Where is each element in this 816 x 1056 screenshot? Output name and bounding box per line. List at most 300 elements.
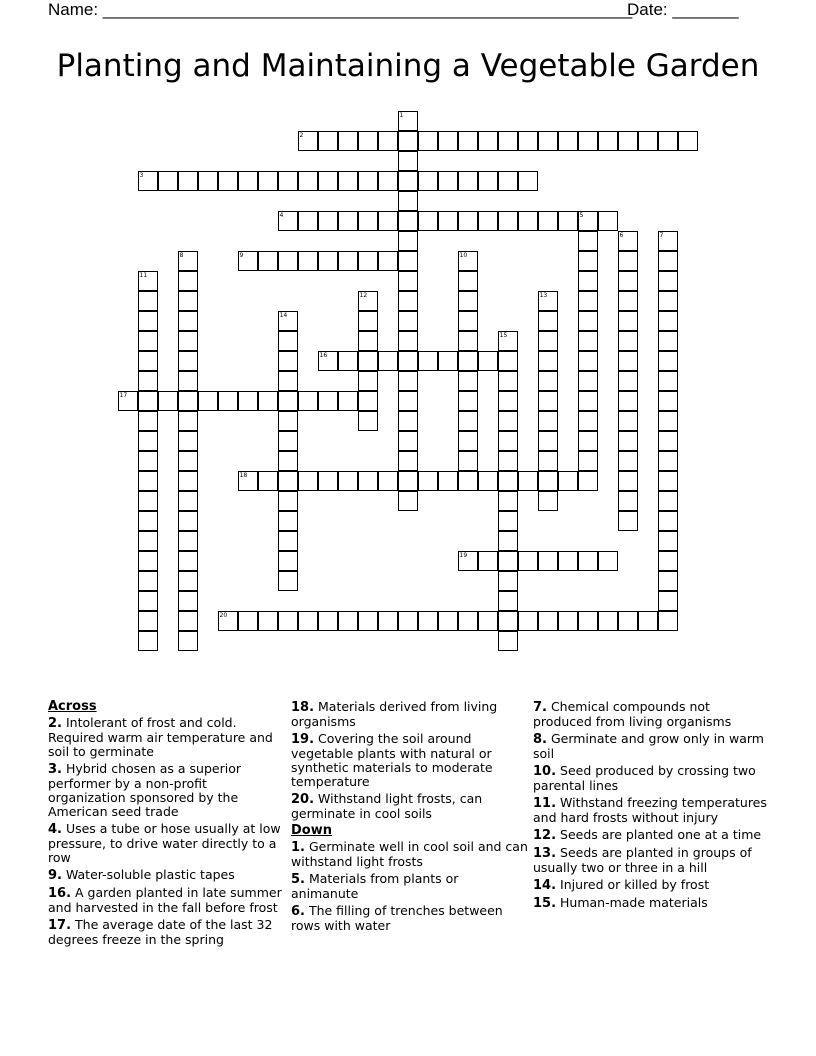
grid-cell[interactable] — [278, 251, 298, 271]
grid-cell[interactable] — [478, 611, 498, 631]
grid-cell[interactable] — [458, 371, 478, 391]
grid-cell[interactable] — [378, 611, 398, 631]
grid-cell[interactable] — [658, 411, 678, 431]
grid-cell[interactable] — [138, 331, 158, 351]
grid-cell[interactable] — [658, 531, 678, 551]
grid-cell[interactable] — [498, 351, 518, 371]
grid-cell[interactable] — [538, 211, 558, 231]
grid-cell[interactable] — [318, 351, 338, 371]
grid-cell[interactable] — [618, 511, 638, 531]
grid-cell[interactable] — [178, 491, 198, 511]
grid-cell[interactable] — [398, 311, 418, 331]
grid-cell[interactable] — [438, 131, 458, 151]
grid-cell[interactable] — [658, 571, 678, 591]
grid-cell[interactable] — [538, 431, 558, 451]
grid-cell[interactable] — [618, 611, 638, 631]
grid-cell[interactable] — [678, 131, 698, 151]
grid-cell[interactable] — [238, 471, 258, 491]
grid-cell[interactable] — [398, 331, 418, 351]
grid-cell[interactable] — [438, 211, 458, 231]
grid-cell[interactable] — [178, 311, 198, 331]
grid-cell[interactable] — [538, 491, 558, 511]
grid-cell[interactable] — [138, 371, 158, 391]
grid-cell[interactable] — [658, 131, 678, 151]
grid-cell[interactable] — [498, 571, 518, 591]
grid-cell[interactable] — [458, 451, 478, 471]
grid-cell[interactable] — [218, 171, 238, 191]
grid-cell[interactable] — [278, 491, 298, 511]
grid-cell[interactable] — [338, 171, 358, 191]
grid-cell[interactable] — [478, 171, 498, 191]
grid-cell[interactable] — [658, 331, 678, 351]
grid-cell[interactable] — [258, 171, 278, 191]
grid-cell[interactable] — [398, 411, 418, 431]
grid-cell[interactable] — [138, 411, 158, 431]
grid-cell[interactable] — [658, 431, 678, 451]
grid-cell[interactable] — [478, 351, 498, 371]
grid-cell[interactable] — [658, 371, 678, 391]
grid-cell[interactable] — [398, 291, 418, 311]
grid-cell[interactable] — [178, 371, 198, 391]
grid-cell[interactable] — [638, 611, 658, 631]
grid-cell[interactable] — [358, 291, 378, 311]
grid-cell[interactable] — [618, 271, 638, 291]
grid-cell[interactable] — [298, 611, 318, 631]
grid-cell[interactable] — [278, 531, 298, 551]
grid-cell[interactable] — [618, 431, 638, 451]
grid-cell[interactable] — [358, 251, 378, 271]
grid-cell[interactable] — [458, 291, 478, 311]
grid-cell[interactable] — [338, 131, 358, 151]
grid-cell[interactable] — [358, 331, 378, 351]
grid-cell[interactable] — [498, 611, 518, 631]
grid-cell[interactable] — [658, 451, 678, 471]
grid-cell[interactable] — [618, 371, 638, 391]
grid-cell[interactable] — [138, 591, 158, 611]
grid-cell[interactable] — [398, 151, 418, 171]
grid-cell[interactable] — [238, 611, 258, 631]
down-clue — [533, 764, 771, 793]
grid-cell[interactable] — [398, 251, 418, 271]
grid-cell[interactable] — [618, 471, 638, 491]
grid-cell[interactable] — [358, 371, 378, 391]
grid-cell[interactable] — [578, 411, 598, 431]
grid-cell[interactable] — [658, 291, 678, 311]
clue-number: 6. — [291, 904, 305, 919]
grid-cell[interactable] — [578, 391, 598, 411]
grid-cell[interactable] — [398, 491, 418, 511]
grid-cell[interactable] — [418, 471, 438, 491]
grid-cell[interactable] — [598, 211, 618, 231]
grid-cell[interactable] — [158, 171, 178, 191]
grid-cell[interactable] — [538, 311, 558, 331]
grid-cell[interactable] — [338, 391, 358, 411]
grid-cell[interactable] — [498, 431, 518, 451]
grid-cell[interactable] — [458, 391, 478, 411]
grid-cell[interactable] — [278, 311, 298, 331]
grid-cell[interactable] — [138, 471, 158, 491]
grid-cell[interactable] — [238, 171, 258, 191]
grid-cell[interactable] — [398, 171, 418, 191]
grid-cell[interactable] — [138, 571, 158, 591]
grid-cell[interactable] — [578, 251, 598, 271]
grid-cell[interactable] — [358, 411, 378, 431]
grid-cell[interactable] — [618, 251, 638, 271]
grid-cell[interactable] — [158, 391, 178, 411]
grid-cell[interactable] — [178, 451, 198, 471]
grid-cell[interactable] — [178, 251, 198, 271]
grid-cell[interactable] — [538, 471, 558, 491]
grid-cell[interactable] — [138, 531, 158, 551]
grid-cell[interactable] — [198, 391, 218, 411]
grid-cell[interactable] — [418, 351, 438, 371]
grid-cell[interactable] — [498, 491, 518, 511]
grid-cell[interactable] — [518, 611, 538, 631]
grid-cell[interactable] — [178, 531, 198, 551]
clue-number: 5 — [579, 211, 584, 219]
grid-cell[interactable] — [578, 271, 598, 291]
grid-cell[interactable] — [518, 471, 538, 491]
grid-cell[interactable] — [318, 471, 338, 491]
grid-cell[interactable] — [138, 391, 158, 411]
grid-cell[interactable] — [238, 391, 258, 411]
grid-cell[interactable] — [258, 391, 278, 411]
grid-cell[interactable] — [298, 131, 318, 151]
grid-cell[interactable] — [418, 131, 438, 151]
clue-text: Materials derived from living organisms — [291, 699, 498, 729]
grid-cell[interactable] — [278, 551, 298, 571]
clue-number: 10. — [533, 764, 557, 779]
grid-cell[interactable] — [458, 411, 478, 431]
grid-cell[interactable] — [318, 391, 338, 411]
clue-number: 11. — [533, 796, 557, 811]
grid-cell[interactable] — [658, 511, 678, 531]
grid-cell[interactable] — [178, 291, 198, 311]
grid-cell[interactable] — [358, 211, 378, 231]
grid-cell[interactable] — [558, 611, 578, 631]
clue-number: 16. — [48, 886, 72, 901]
grid-cell[interactable] — [578, 611, 598, 631]
grid-cell[interactable] — [458, 331, 478, 351]
grid-cell[interactable] — [498, 511, 518, 531]
grid-cell[interactable] — [498, 131, 518, 151]
grid-cell[interactable] — [318, 211, 338, 231]
grid-cell[interactable] — [398, 391, 418, 411]
grid-cell[interactable] — [338, 611, 358, 631]
grid-cell[interactable] — [138, 351, 158, 371]
grid-cell[interactable] — [318, 131, 338, 151]
grid-cell[interactable] — [138, 431, 158, 451]
grid-cell[interactable] — [618, 231, 638, 251]
grid-cell[interactable] — [278, 451, 298, 471]
grid-cell[interactable] — [618, 411, 638, 431]
grid-cell[interactable] — [418, 611, 438, 631]
grid-cell[interactable] — [458, 251, 478, 271]
grid-cell[interactable] — [278, 391, 298, 411]
grid-cell[interactable] — [398, 191, 418, 211]
grid-cell[interactable] — [398, 231, 418, 251]
grid-cell[interactable] — [478, 551, 498, 571]
grid-cell[interactable] — [658, 271, 678, 291]
grid-cell[interactable] — [138, 451, 158, 471]
grid-cell[interactable] — [338, 471, 358, 491]
grid-cell[interactable] — [318, 171, 338, 191]
grid-cell[interactable] — [518, 211, 538, 231]
grid-cell[interactable] — [618, 291, 638, 311]
grid-cell[interactable] — [498, 391, 518, 411]
grid-cell[interactable] — [458, 311, 478, 331]
grid-cell[interactable] — [558, 471, 578, 491]
grid-cell[interactable] — [178, 571, 198, 591]
grid-cell[interactable] — [538, 391, 558, 411]
grid-cell[interactable] — [538, 551, 558, 571]
grid-cell[interactable] — [658, 311, 678, 331]
grid-cell[interactable] — [278, 411, 298, 431]
grid-cell[interactable] — [538, 331, 558, 351]
grid-cell[interactable] — [398, 431, 418, 451]
grid-cell[interactable] — [498, 171, 518, 191]
grid-cell[interactable] — [598, 131, 618, 151]
grid-cell[interactable] — [578, 471, 598, 491]
grid-cell[interactable] — [498, 451, 518, 471]
grid-cell[interactable] — [338, 211, 358, 231]
grid-cell[interactable] — [638, 131, 658, 151]
grid-cell[interactable] — [138, 171, 158, 191]
grid-cell[interactable] — [658, 551, 678, 571]
grid-cell[interactable] — [258, 251, 278, 271]
grid-cell[interactable] — [178, 511, 198, 531]
grid-cell[interactable] — [458, 431, 478, 451]
grid-cell[interactable] — [618, 331, 638, 351]
grid-cell[interactable] — [578, 211, 598, 231]
grid-cell[interactable] — [578, 551, 598, 571]
grid-cell[interactable] — [138, 311, 158, 331]
grid-cell[interactable] — [118, 391, 138, 411]
grid-cell[interactable] — [238, 251, 258, 271]
grid-cell[interactable] — [578, 351, 598, 371]
grid-cell[interactable] — [518, 551, 538, 571]
grid-cell[interactable] — [298, 471, 318, 491]
grid-cell[interactable] — [538, 291, 558, 311]
grid-cell[interactable] — [538, 411, 558, 431]
grid-cell[interactable] — [398, 451, 418, 471]
grid-cell[interactable] — [518, 131, 538, 151]
grid-cell[interactable] — [438, 611, 458, 631]
date-field[interactable]: Date: _______ — [627, 0, 739, 19]
name-field[interactable]: Name: ________________________________________________________ — [48, 0, 633, 19]
grid-cell[interactable] — [578, 371, 598, 391]
grid-cell[interactable] — [498, 411, 518, 431]
grid-cell[interactable] — [178, 391, 198, 411]
grid-cell[interactable] — [498, 591, 518, 611]
grid-cell[interactable] — [178, 631, 198, 651]
grid-cell[interactable] — [278, 471, 298, 491]
grid-cell[interactable] — [278, 371, 298, 391]
grid-cell[interactable] — [498, 631, 518, 651]
grid-cell[interactable] — [498, 471, 518, 491]
clue-text: Materials from plants or animanute — [291, 871, 459, 901]
grid-cell[interactable] — [618, 351, 638, 371]
grid-cell[interactable] — [618, 391, 638, 411]
grid-cell[interactable] — [658, 391, 678, 411]
grid-cell[interactable] — [318, 611, 338, 631]
grid-cell[interactable] — [398, 351, 418, 371]
grid-cell[interactable] — [618, 131, 638, 151]
grid-cell[interactable] — [458, 211, 478, 231]
grid-cell[interactable] — [178, 551, 198, 571]
grid-cell[interactable] — [358, 351, 378, 371]
grid-cell[interactable] — [578, 291, 598, 311]
grid-cell[interactable] — [418, 171, 438, 191]
grid-cell[interactable] — [518, 171, 538, 191]
grid-cell[interactable] — [538, 351, 558, 371]
grid-cell[interactable] — [358, 171, 378, 191]
grid-cell[interactable] — [658, 251, 678, 271]
grid-cell[interactable] — [658, 471, 678, 491]
grid-cell[interactable] — [398, 371, 418, 391]
grid-cell[interactable] — [178, 271, 198, 291]
grid-cell[interactable] — [438, 471, 458, 491]
grid-cell[interactable] — [498, 531, 518, 551]
grid-cell[interactable] — [278, 611, 298, 631]
grid-cell[interactable] — [458, 171, 478, 191]
grid-cell[interactable] — [398, 471, 418, 491]
grid-cell[interactable] — [598, 551, 618, 571]
grid-cell[interactable] — [538, 451, 558, 471]
grid-cell[interactable] — [498, 551, 518, 571]
grid-cell[interactable] — [378, 351, 398, 371]
grid-cell[interactable] — [138, 491, 158, 511]
grid-cell[interactable] — [138, 631, 158, 651]
grid-cell[interactable] — [218, 611, 238, 631]
grid-cell[interactable] — [178, 331, 198, 351]
grid-cell[interactable] — [578, 311, 598, 331]
grid-cell[interactable] — [458, 471, 478, 491]
grid-cell[interactable] — [298, 171, 318, 191]
grid-cell[interactable] — [398, 131, 418, 151]
grid-cell[interactable] — [298, 391, 318, 411]
grid-cell[interactable] — [338, 351, 358, 371]
grid-cell[interactable] — [358, 391, 378, 411]
grid-cell[interactable] — [278, 331, 298, 351]
grid-cell[interactable] — [398, 111, 418, 131]
grid-cell[interactable] — [358, 471, 378, 491]
grid-cell[interactable] — [458, 271, 478, 291]
grid-cell[interactable] — [658, 611, 678, 631]
grid-cell[interactable] — [538, 611, 558, 631]
grid-cell[interactable] — [378, 211, 398, 231]
grid-cell[interactable] — [178, 171, 198, 191]
clue-number: 19 — [459, 551, 468, 559]
grid-cell[interactable] — [458, 551, 478, 571]
grid-cell[interactable] — [558, 551, 578, 571]
grid-cell[interactable] — [178, 431, 198, 451]
grid-cell[interactable] — [278, 171, 298, 191]
grid-cell[interactable] — [578, 451, 598, 471]
grid-cell[interactable] — [418, 211, 438, 231]
clues-column-3 — [533, 700, 771, 914]
grid-cell[interactable] — [138, 511, 158, 531]
grid-cell[interactable] — [358, 131, 378, 151]
grid-cell[interactable] — [278, 211, 298, 231]
grid-cell[interactable] — [278, 571, 298, 591]
grid-cell[interactable] — [538, 131, 558, 151]
grid-cell[interactable] — [578, 231, 598, 251]
grid-cell[interactable] — [178, 591, 198, 611]
grid-cell[interactable] — [398, 271, 418, 291]
grid-cell[interactable] — [558, 211, 578, 231]
grid-cell[interactable] — [278, 351, 298, 371]
grid-cell[interactable] — [358, 311, 378, 331]
grid-cell[interactable] — [138, 611, 158, 631]
grid-cell[interactable] — [578, 331, 598, 351]
grid-cell[interactable] — [178, 471, 198, 491]
grid-cell[interactable] — [578, 131, 598, 151]
grid-cell[interactable] — [138, 551, 158, 571]
grid-cell[interactable] — [598, 611, 618, 631]
clue-number: 16 — [319, 351, 328, 359]
grid-cell[interactable] — [178, 411, 198, 431]
grid-cell[interactable] — [458, 351, 478, 371]
grid-cell[interactable] — [258, 471, 278, 491]
grid-cell[interactable] — [478, 471, 498, 491]
grid-cell[interactable] — [218, 391, 238, 411]
grid-cell[interactable] — [498, 211, 518, 231]
grid-cell[interactable] — [258, 611, 278, 631]
grid-cell[interactable] — [618, 491, 638, 511]
grid-cell[interactable] — [138, 291, 158, 311]
grid-cell[interactable] — [498, 371, 518, 391]
grid-cell[interactable] — [658, 491, 678, 511]
grid-cell[interactable] — [278, 431, 298, 451]
grid-cell[interactable] — [618, 451, 638, 471]
grid-cell[interactable] — [318, 251, 338, 271]
grid-cell[interactable] — [378, 251, 398, 271]
clue-number: 18 — [239, 471, 248, 479]
grid-cell[interactable] — [378, 171, 398, 191]
grid-cell[interactable] — [198, 171, 218, 191]
grid-cell[interactable] — [478, 131, 498, 151]
grid-cell[interactable] — [178, 611, 198, 631]
grid-cell[interactable] — [298, 211, 318, 231]
grid-cell[interactable] — [458, 611, 478, 631]
grid-cell[interactable] — [178, 351, 198, 371]
grid-cell[interactable] — [538, 371, 558, 391]
grid-cell[interactable] — [498, 331, 518, 351]
grid-cell[interactable] — [558, 131, 578, 151]
grid-cell[interactable] — [438, 351, 458, 371]
grid-cell[interactable] — [618, 311, 638, 331]
grid-cell[interactable] — [338, 251, 358, 271]
grid-cell[interactable] — [578, 431, 598, 451]
grid-cell[interactable] — [378, 131, 398, 151]
grid-cell[interactable] — [478, 211, 498, 231]
grid-cell[interactable] — [438, 171, 458, 191]
grid-cell[interactable] — [398, 611, 418, 631]
clue-number: 12. — [533, 828, 557, 843]
grid-cell[interactable] — [658, 351, 678, 371]
grid-cell[interactable] — [378, 471, 398, 491]
grid-cell[interactable] — [658, 231, 678, 251]
grid-cell[interactable] — [398, 211, 418, 231]
grid-cell[interactable] — [278, 511, 298, 531]
clue-number: 7 — [659, 231, 664, 239]
grid-cell[interactable] — [658, 591, 678, 611]
grid-cell[interactable] — [298, 251, 318, 271]
grid-cell[interactable] — [138, 271, 158, 291]
grid-cell[interactable] — [358, 611, 378, 631]
grid-cell[interactable] — [458, 131, 478, 151]
